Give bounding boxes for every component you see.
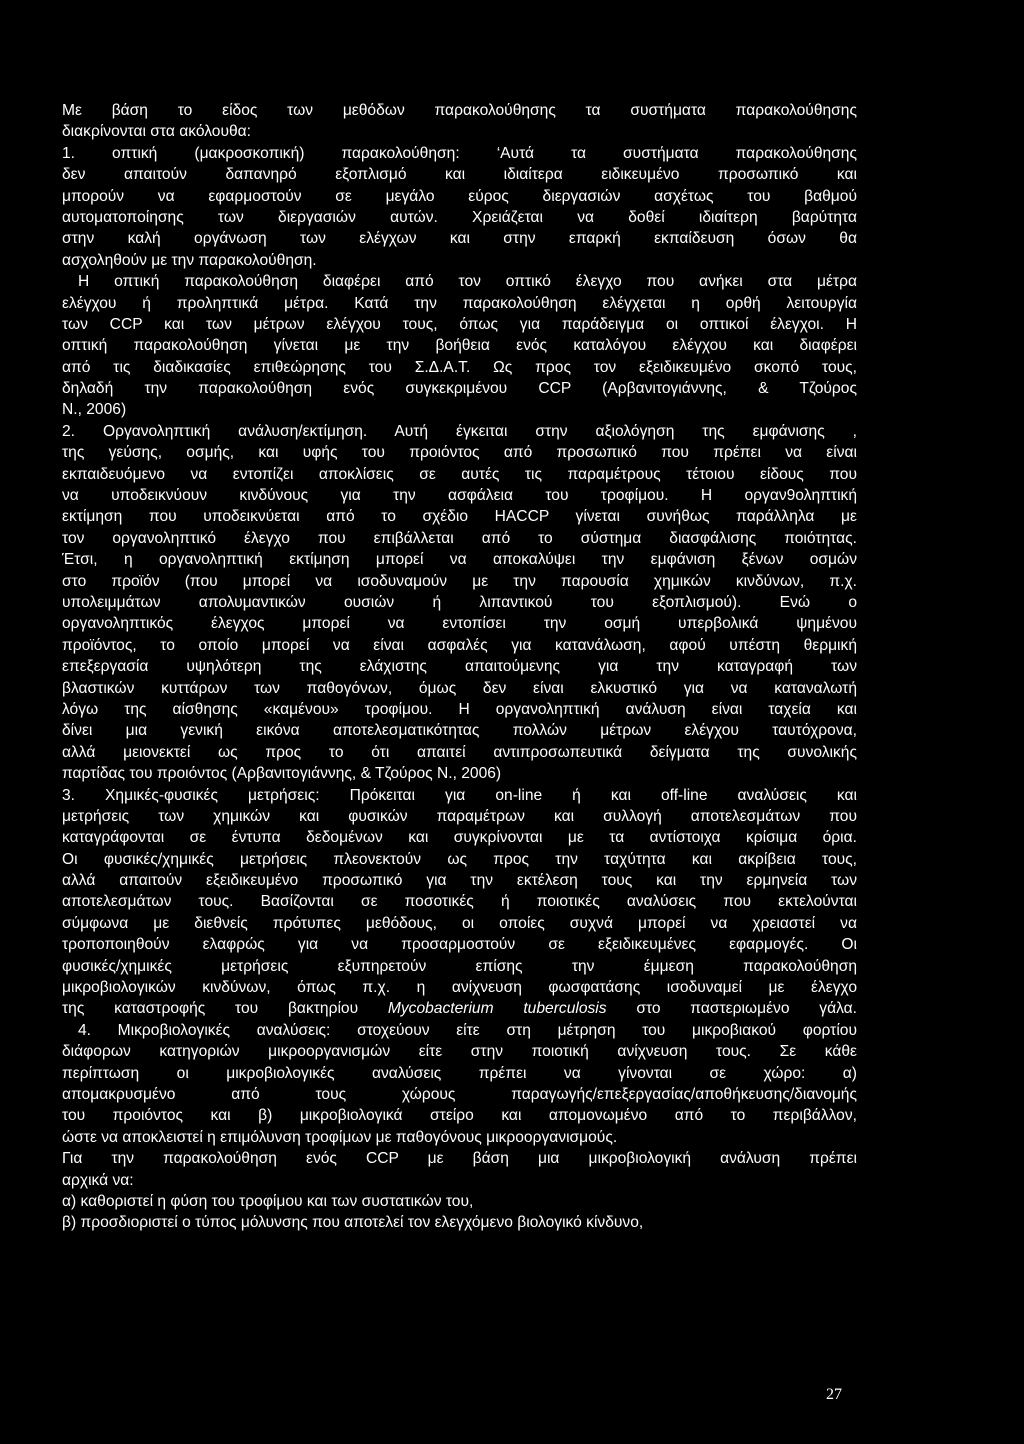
text-line: επεξεργασία υψηλότερη της ελάχιστης απαιτούμενης για την καταγραφή των (62, 658, 857, 676)
text-line: αποτελεσμάτων τους. Βασίζονται σε ποσοτικές ή ποιοτικές αναλύσεις που εκτελούνται (62, 893, 857, 911)
text-line: δεν απαιτούν δαπανηρό εξοπλισμό και ιδιαίτερα ειδικευμένο προσωπικό και (62, 166, 857, 184)
text-line: καταγράφονται σε έντυπα δεδομένων και συγκρίνονται με τα αντίστοιχα κρίσιμα όρια. (62, 829, 857, 847)
text-line: αλλά μειονεκτεί ως προς το ότι απαιτεί αντιπροσωπευτικά δείγματα της συνολικής (62, 743, 857, 761)
text-line (62, 998, 857, 1019)
text-line: από τις διαδικασίες επιθεώρησης του Σ.Δ.Α.Τ. Ως προς τον εξειδικευμένο σκοπό τους, (62, 358, 857, 376)
text-line: να υποδεικνύουν κινδύνους για την ασφάλεια του τροφίμου. Η οργαν9οληπτική (62, 487, 857, 505)
text-line: στο προϊόν (που μπορεί να ισοδυναμούν με την παρουσία χημικών κινδύνων, π.χ. (62, 572, 857, 590)
document-body (62, 100, 857, 1234)
text-line: προϊόντος, το οποίο μπορεί να είναι ασφαλές για κατανάλωση, αφού υπέστη θερμική (62, 636, 857, 654)
text-line: εκπαιδευόμενο να εντοπίζει αποκλίσεις σε αυτές τις παραμέτρους τέτοιου είδους που (62, 465, 857, 483)
text-line: αλλά απαιτούν εξειδικευμένο προσωπικό για την εκτέλεση τους και την ερμηνεία των (62, 872, 857, 890)
text-segment: στο παστεριωμένο γάλα. (606, 1000, 857, 1018)
text-line: Οι φυσικές/χημικές μετρήσεις πλεονεκτούν ως προς την ταχύτητα και ακρίβεια τους, (62, 850, 857, 868)
text-line: β) προσδιοριστεί ο τύπος μόλυνσης που αποτελεί τον ελεγχόμενο βιολογικό κίνδυνο, (62, 1214, 644, 1232)
text-line: Με βάση το είδος των μεθόδων παρακολούθησης τα συστήματα παρακολούθησης (62, 102, 857, 119)
text-line: της γεύσης, οσμής, και υφής του προιόντος από προσωπικό που πρέπει να είναι (62, 444, 857, 462)
text-line: Ν., 2006) (62, 401, 127, 419)
text-line: περίπτωση οι μικροβιολογικές αναλύσεις πρέπει να γίνονται σε χώρο: α) (62, 1064, 857, 1082)
text-line: υπολειμμάτων απολυμαντικών ουσιών ή λιπαντικού του εξοπλισμού). Ενώ ο (62, 593, 857, 611)
text-line: εκτίμηση που υποδεικνύεται από το σχέδιο HACCP γίνεται συνήθως παράλληλα με (62, 508, 857, 526)
text-line: τροποποιηθούν ελαφρώς για να προσαρμοστούν σε εξειδικευμένες εφαρμογές. Οι (62, 936, 857, 954)
text-line: 1. οπτική (μακροσκοπική) παρακολούθηση: ‘Αυτά τα συστήματα παρακολούθησης (62, 144, 857, 162)
text-line: διακρίνονται στα ακόλουθα: (62, 123, 251, 141)
text-line: των CCP και των μέτρων ελέγχου τους, όπως για παράδειγμα οι οπτικοί έλεγχοι. Η (62, 315, 857, 333)
text-line: διάφορων κατηγοριών μικροοργανισμών είτε στην ποιοτική ανίχνευση τους. Σε κάθε (62, 1043, 857, 1061)
text-line: σύμφωνα με διεθνείς πρότυπες μεθόδους, οι οποίες συχνά μπορεί να χρειαστεί να (62, 914, 857, 932)
text-line: δηλαδή την παρακολούθηση ενός συγκεκριμένου CCP (Αρβανιτογιάννης, & Τζούρος (62, 380, 857, 398)
text-line: μικροβιολογικών κινδύνων, όπως π.χ. η ανίχνευση φωσφατάσης ισοδυναμεί με έλεγχο (62, 979, 857, 997)
text-line: παρτίδας του προιόντος (Αρβανιτογιάννης, & Τζούρος Ν., 2006) (62, 765, 502, 783)
text-line: δίνει μια γενική εικόνα αποτελεσματικότητας πολλών μέτρων ελέγχου ταυτόχρονα, (62, 722, 857, 740)
text-line: Η οπτική παρακολούθηση διαφέρει από τον οπτικό έλεγχο που ανήκει στα μέτρα (78, 273, 857, 291)
text-line: 2. Οργανοληπτική ανάλυση/εκτίμηση. Αυτή έγκειται στην αξιολόγηση της εμφάνισης , (62, 422, 857, 440)
text-line: οργανοληπτικός έλεγχος μπορεί να εντοπίσει την οσμή υπερβολικά ψημένου (62, 615, 857, 633)
text-line: τον οργανοληπτικό έλεγχο που επιβάλλεται από το σύστημα διασφάλισης ποιότητας. (62, 529, 857, 547)
text-line: φυσικές/χημικές μετρήσεις εξυπηρετούν επίσης την έμμεση παρακολούθηση (62, 957, 857, 975)
text-line: 4. Μικροβιολογικές αναλύσεις: στοχεύουν είτε στη μέτρηση του μικροβιακού φορτίου (78, 1021, 857, 1039)
text-segment: της καταστροφής του βακτηρίου (62, 1000, 388, 1018)
text-line: βλαστικών κυττάρων των παθογόνων, όμως δεν είναι ελκυστικό για να καταναλωτή (62, 679, 857, 697)
page-number: 27 (826, 1386, 842, 1403)
text-line: αυτοματοποίησης των διεργασιών αυτών. Χρειάζεται να δοθεί ιδιαίτερη βαρύτητα (62, 208, 857, 226)
text-line: Για την παρακολούθηση ενός CCP με βάση μια μικροβιολογική ανάλυση πρέπει (62, 1150, 857, 1168)
text-line: του προιόντος και β) μικροβιολογικά στείρο και απομονωμένο από το περιβάλλον, (62, 1107, 857, 1125)
text-line: λόγω της αίσθησης «καμένου» τροφίμου. Η οργανοληπτική ανάλυση είναι ταχεία και (62, 700, 857, 718)
species-name: Mycobacterium tuberculosis (387, 1000, 607, 1018)
text-line: α) καθοριστεί η φύση του τροφίμου και των συστατικών του, (62, 1192, 474, 1210)
text-line: ώστε να αποκλειστεί η επιμόλυνση τροφίμων με παθογόνους μικροοργανισμούς. (62, 1128, 618, 1146)
text-line: οπτική παρακολούθηση γίνεται με την βοήθεια ενός καταλόγου ελέγχου και διαφέρει (62, 337, 857, 355)
text-line: αρχικά να: (62, 1171, 134, 1189)
text-line: 3. Χημικές-φυσικές μετρήσεις: Πρόκειται για on-line ή και off-line αναλύσεις και (62, 786, 857, 804)
text-line: στην καλή οργάνωση των ελέγχων και στην επαρκή εκπαίδευση όσων θα (62, 230, 857, 248)
text-line: μπορούν να εφαρμοστούν σε μεγάλο εύρος διεργασιών ασχέτως του βαθμού (62, 187, 857, 205)
text-line: ελέγχου ή προληπτικά μέτρα. Κατά την παρακολούθηση ελέγχεται η ορθή λειτουργία (62, 294, 857, 312)
text-line: ασχοληθούν με την παρακολούθηση. (62, 251, 317, 269)
text-line: Έτσι, η οργανοληπτική εκτίμηση μπορεί να αποκαλύψει την εμφάνιση ξένων οσμών (62, 551, 857, 569)
text-line: απομακρυσμένο από τους χώρους παραγωγής/επεξεργασίας/αποθήκευσης/διανομής (62, 1085, 857, 1103)
text-line: μετρήσεις των χημικών και φυσικών παραμέτρων και συλλογή αποτελεσμάτων που (62, 807, 857, 825)
